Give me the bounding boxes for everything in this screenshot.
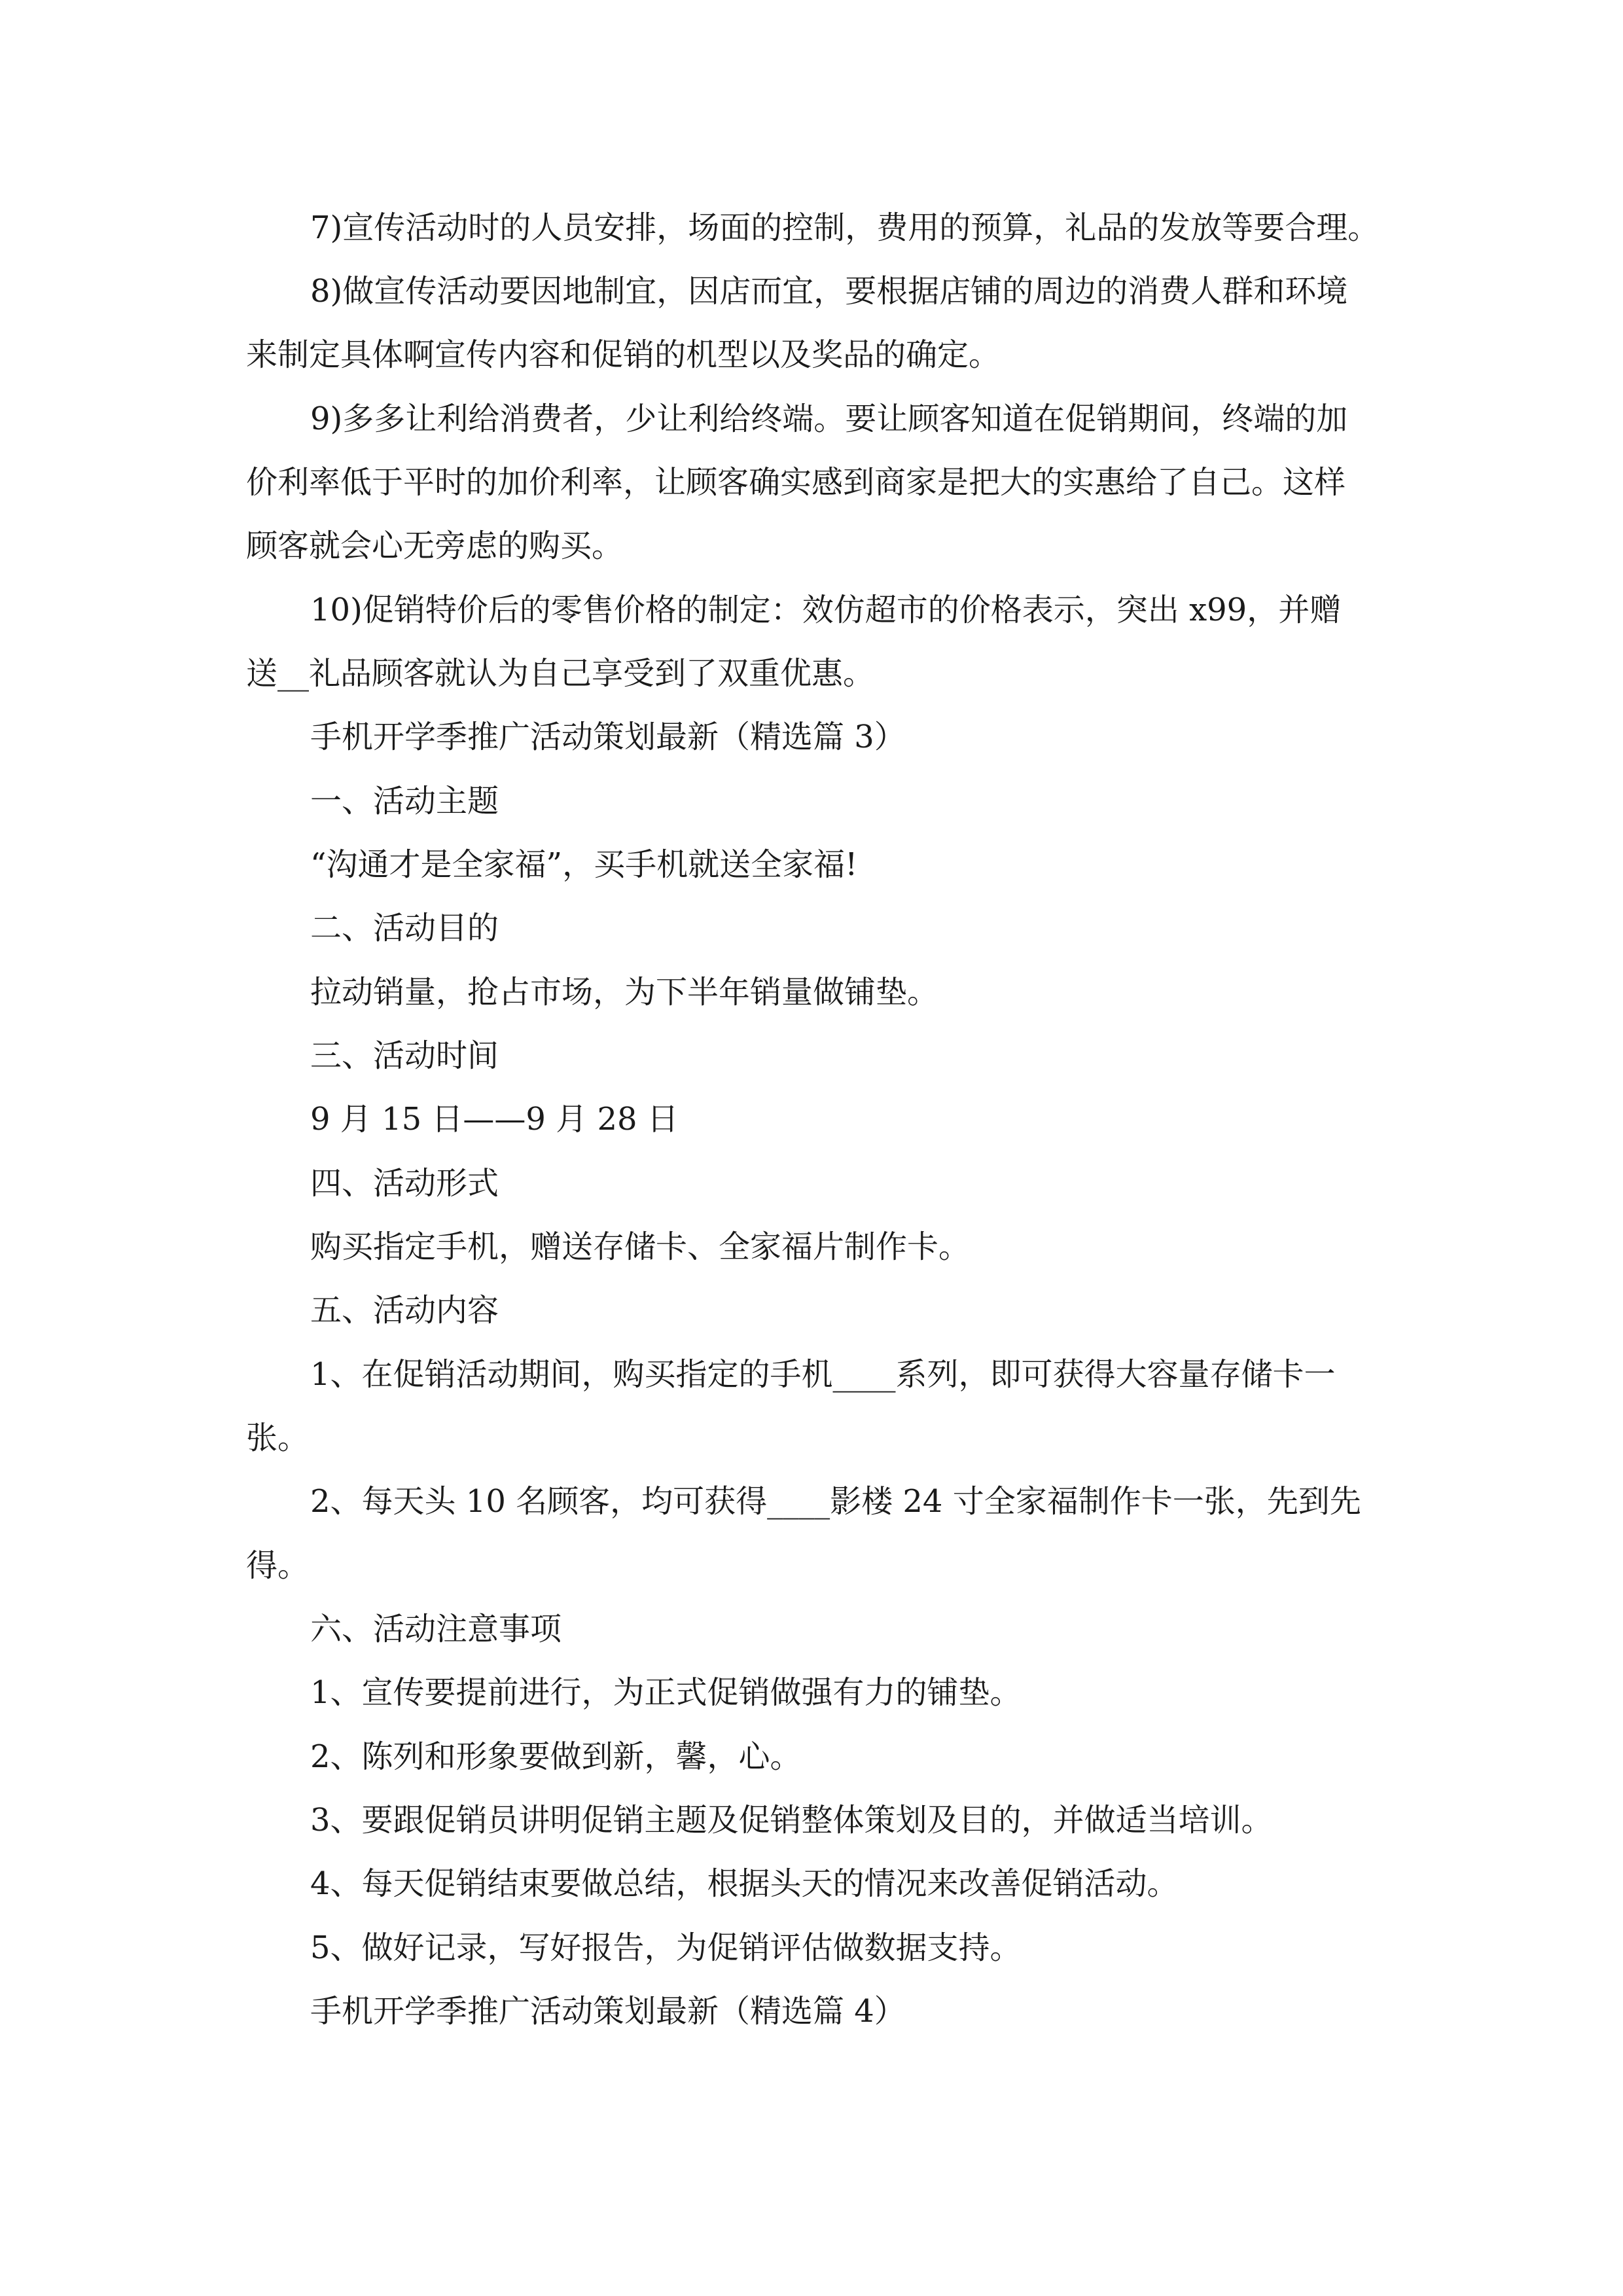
section-heading-3: 手机开学季推广活动策划最新（精选篇 3）	[310, 719, 906, 755]
heading-notes: 六、活动注意事项	[310, 1611, 562, 1647]
heading-activity-theme: 一、活动主题	[310, 783, 499, 819]
paragraph-7-line-1: 7)宣传活动时的人员安排，场面的控制，费用的预算，礼品的发放等要合理。	[310, 209, 1380, 246]
heading-activity-form: 四、活动形式	[310, 1165, 499, 1202]
paragraph-9-line-2: 价利率低于平时的加价利率，让顾客确实感到商家是把大的实惠给了自己。这样	[246, 464, 1346, 501]
section-heading-4: 手机开学季推广活动策划最新（精选篇 4）	[310, 1993, 906, 2030]
content-item-1-line-1: 1、在促销活动期间，购买指定的手机____系列，即可获得大容量存储卡一	[310, 1356, 1336, 1393]
content-item-1-line-2: 张。	[246, 1420, 310, 1456]
paragraph-9-line-3: 顾客就会心无旁虑的购买。	[246, 528, 624, 564]
heading-activity-time: 三、活动时间	[310, 1037, 499, 1074]
note-item-5: 5、做好记录，写好报告，为促销评估做数据支持。	[310, 1929, 1022, 1966]
heading-activity-purpose: 二、活动目的	[310, 910, 499, 946]
activity-time-text: 9 月 15 日——9 月 28 日	[310, 1101, 679, 1138]
note-item-2: 2、陈列和形象要做到新，馨，心。	[310, 1738, 802, 1775]
content-item-2-line-2: 得。	[246, 1547, 310, 1584]
note-item-1: 1、宣传要提前进行，为正式促销做强有力的铺垫。	[310, 1674, 1022, 1711]
note-item-3: 3、要跟促销员讲明促销主题及促销整体策划及目的，并做适当培训。	[310, 1802, 1273, 1839]
note-item-4: 4、每天促销结束要做总结，根据头天的情况来改善促销活动。	[310, 1865, 1179, 1902]
activity-theme-text: “沟通才是全家福”，买手机就送全家福!	[310, 846, 858, 883]
paragraph-10-line-2: 送__礼品顾客就认为自己享受到了双重优惠。	[246, 655, 875, 692]
paragraph-8-line-2: 来制定具体啊宣传内容和促销的机型以及奖品的确定。	[246, 336, 1001, 373]
activity-form-text: 购买指定手机，赠送存储卡、全家福片制作卡。	[310, 1229, 971, 1265]
content-item-2-line-1: 2、每天头 10 名顾客，均可获得____影楼 24 寸全家福制作卡一张，先到先	[310, 1483, 1361, 1520]
paragraph-8-line-1: 8)做宣传活动要因地制宜，因店而宜，要根据店铺的周边的消费人群和环境	[310, 273, 1348, 310]
paragraph-9-line-1: 9)多多让利给消费者，少让利给终端。要让顾客知道在促销期间，终端的加	[310, 401, 1348, 437]
paragraph-10-line-1: 10)促销特价后的零售价格的制定：效仿超市的价格表示，突出 x99，并赠	[310, 592, 1342, 628]
heading-activity-content: 五、活动内容	[310, 1292, 499, 1329]
activity-purpose-text: 拉动销量，抢占市场，为下半年销量做铺垫。	[310, 974, 939, 1011]
